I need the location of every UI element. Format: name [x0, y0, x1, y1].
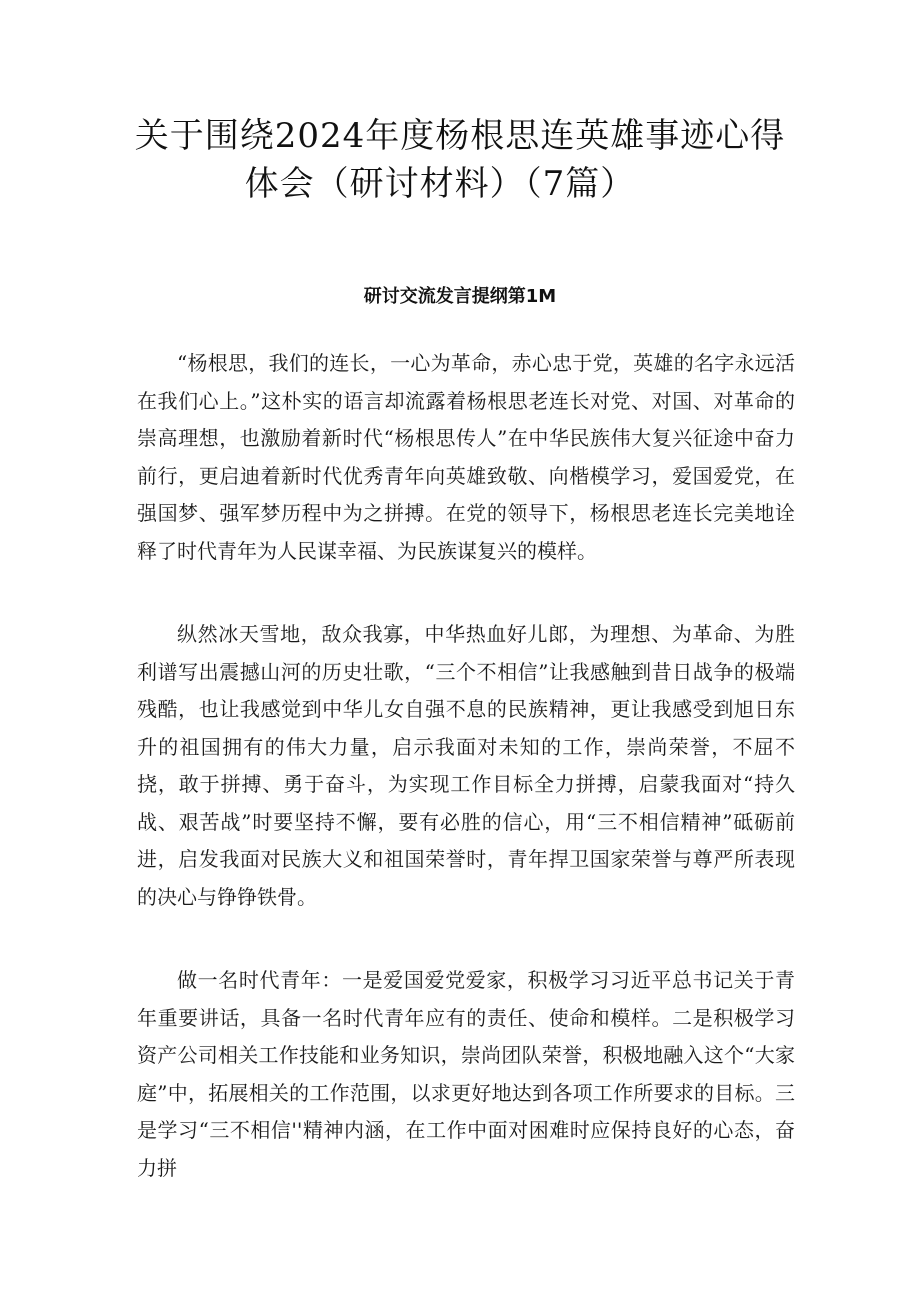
body-paragraph-3: 做一名时代青年：一是爱国爱党爱家，积极学习习近平总书记关于青年重要讲话，具备一名时代青年应有的责任、使命和模样。二是积极学习资产公司相关工作技能和业务知识，崇尚团队荣誉，积极地融入这个“大家庭”中，拓展相关的工作范围，以求更好地达到各项工作所要求的目标。三是学习“三不相信''精神内涵，在工作中面对困难时应保持良好的心态，奋力拼 [137, 968, 795, 1180]
body-paragraph-1: “杨根思，我们的连长，一心为革命，赤心忠于党，英雄的名字永远活在我们心上。”这朴实的语言却流露着杨根思老连长对党、对国、对革命的崇高理想，也激励着新时代“杨根思传人”在中华民族伟大复兴征途中奋力前行，更启迪着新时代优秀青年向英雄致敬、向楷模学习，爱国爱党，在强国梦、强军梦历程中为之拼搏。在党的领导下，杨根思老连长完美地诠释了时代青年为人民谋幸福、为民族谋复兴的模样。 [137, 351, 795, 563]
body-paragraph-2: 纵然冰天雪地，敌众我寡，中华热血好儿郎，为理想、为革命、为胜利谱写出震撼山河的历史壮歌，“三个不相信”让我感触到昔日战争的极端残酷，也让我感觉到中华儿女自强不息的民族精神，更让我感受到旭日东升的祖国拥有的伟大力量，启示我面对未知的工作，崇尚荣誉，不屈不挠，敢于拼搏、勇于奋斗，为实现工作目标全力拼搏，启蒙我面对“持久战、艰苦战”时要坚持不懈，要有必胜的信心，用“三不相信精神”砥砺前进，启发我面对民族大义和祖国荣誉时，青年捍卫国家荣誉与尊严所表现的决心与铮铮铁骨。 [137, 622, 795, 909]
document-title-line-2: 体会（研讨材料）（7篇） [244, 164, 636, 204]
document-title-line-1: 关于围绕2024年度杨根思连英雄事迹心得 [134, 116, 786, 156]
section-heading: 研讨交流发言提纲第1M [363, 286, 557, 307]
document-title [120, 112, 800, 208]
